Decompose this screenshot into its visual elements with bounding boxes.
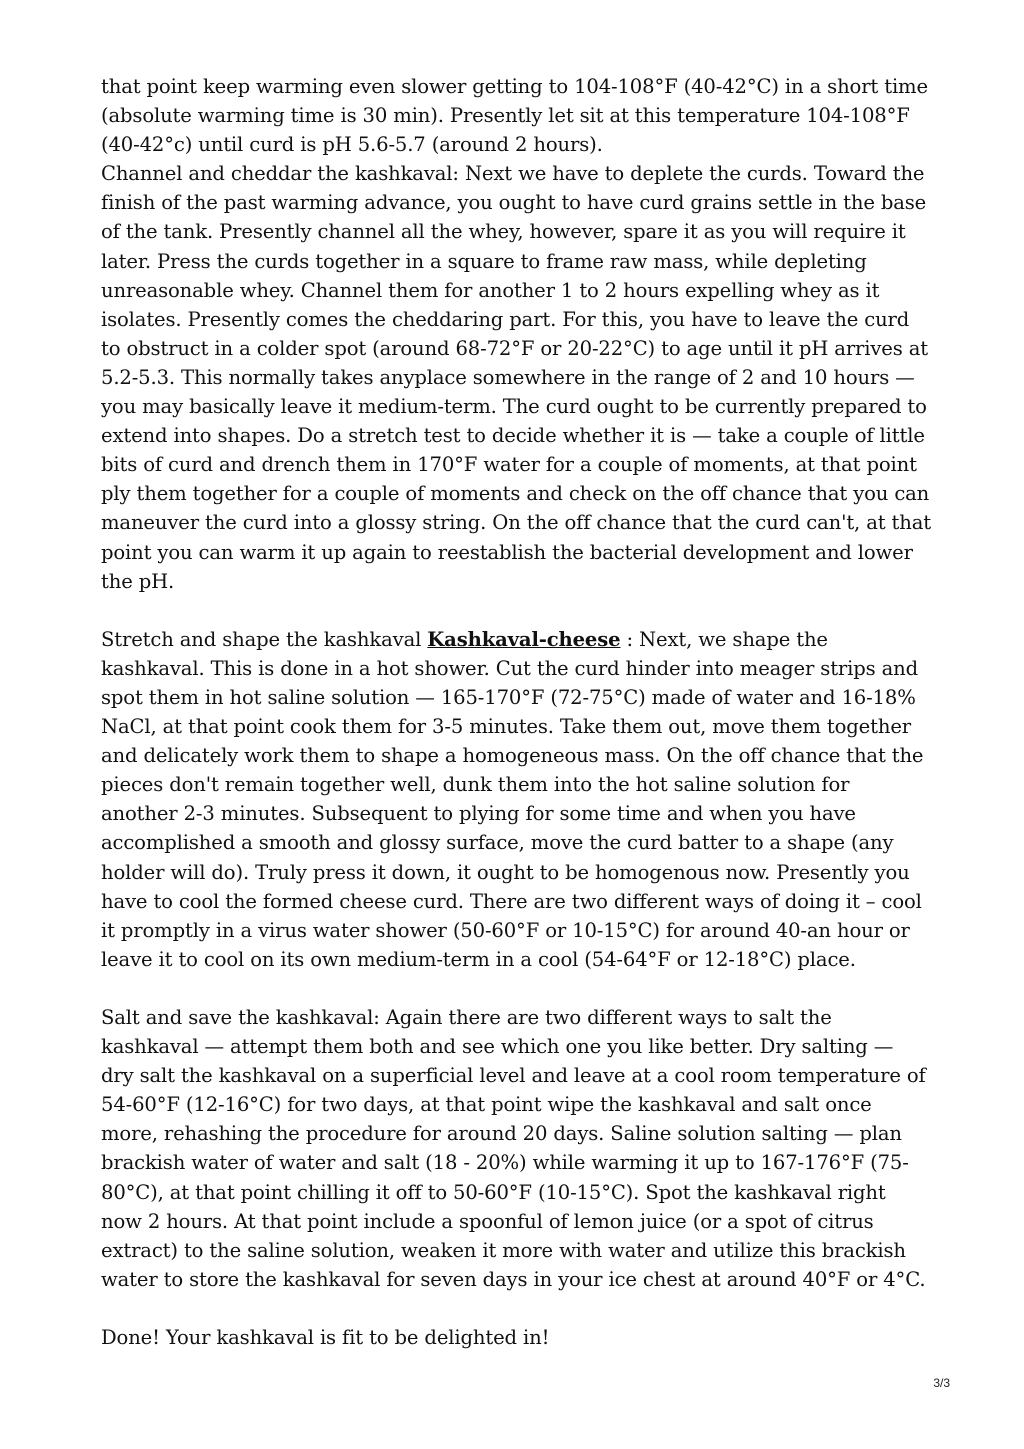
stretch-intro-text: Stretch and shape the kashkaval [101, 627, 428, 651]
paragraph-warming: that point keep warming even slower getting to 104-108°F (40-42°C) in a short time (absolute warming time is 30 min). Presently let sit at this temperature 104-108°F (40-42°c) until curd is pH 5.6-5.7 (around 2 hours). [101, 75, 928, 157]
paragraph-spacer [101, 1294, 931, 1323]
paragraph-salt-and-save: Salt and save the kashkaval: Again there are two different ways to salt the kashkaval — attempt them both and see which one you like better. Dry salting — dry salt the kashkaval on a superficial level and leave at a cool room temperature of 54-60°F (12-16°C) for two days, at that point wipe the kashkaval and salt once more, rehashing the procedure for around 20 days. Saline solution salting — plan brackish water of water and salt (18 - 20%) while warming it up to 167-176°F (75-80°C), at that point chilling it off to 50-60°F (10-15°C). Spot the kashkaval right now 2 hours. At that point include a spoonful of lemon juice (or a spot of citrus extract) to the saline solution, weaken it more with water and utilize this brackish water to store the kashkaval for seven days in your ice chest at around 40°F or 4°C. [101, 1006, 926, 1291]
paragraph-channel-and-cheddar: Channel and cheddar the kashkaval: Next we have to deplete the curds. Toward the finish of the past warming advance, you ought to have curd grains settle in the base of the tank. Presently channel all the whey, however, spare it as you will require it later. Press the curds together in a square to frame raw mass, while depleting unreasonable whey. Channel them for another 1 to 2 hours expelling whey as it isolates. Presently comes the cheddaring part. For this, you have to leave the curd to obstruct in a colder spot (around 68-72°F or 20-22°C) to age until it pH arrives at 5.2-5.3. This normally takes anyplace somewhere in the range of 2 and 10 hours — you may basically leave it medium-term. The curd ought to be currently prepared to extend into shapes. Do a stretch test to decide whether it is — take a couple of little bits of curd and drench them in 170°F water for a couple of moments, at that point ply them together for a couple of moments and check on the off chance that you can maneuver the curd into a glossy string. On the off chance that the curd can't, at that point you can warm it up again to reestablish the bacterial development and lower the pH. [101, 162, 931, 593]
page-number: 3/3 [933, 1376, 950, 1390]
paragraph-spacer [101, 596, 931, 625]
stretch-body-text: : Next, we shape the kashkaval. This is done in a hot shower. Cut the curd hinder into meager strips and spot them in hot saline solution — 165-170°F (72-75°C) made of water and 16-18% NaCl, at that point cook them for 3-5 minutes. Take them out, move them together and delicately work them to shape a homogeneous mass. On the off chance that the pieces don't remain together well, dunk them into the hot saline solution for another 2-3 minutes. Subsequent to plying for some time and when you have accomplished a smooth and glossy surface, move the curd batter to a shape (any holder will do). Truly press it down, it ought to be homogenous now. Presently you have to cool the formed cheese curd. There are two different ways of doing it – cool it promptly in a virus water shower (50-60°F or 10-15°C) for around 40-an hour or leave it to cool on its own medium-term in a cool (54-64°F or 12-18°C) place. [101, 627, 924, 971]
kashkaval-cheese-link[interactable]: Kashkaval-cheese [427, 627, 621, 651]
paragraph-spacer [101, 974, 931, 1003]
paragraph-stretch-and-shape [101, 625, 931, 974]
document-body [101, 72, 931, 1352]
paragraph-done: Done! Your kashkaval is fit to be delighted in! [101, 1326, 550, 1350]
